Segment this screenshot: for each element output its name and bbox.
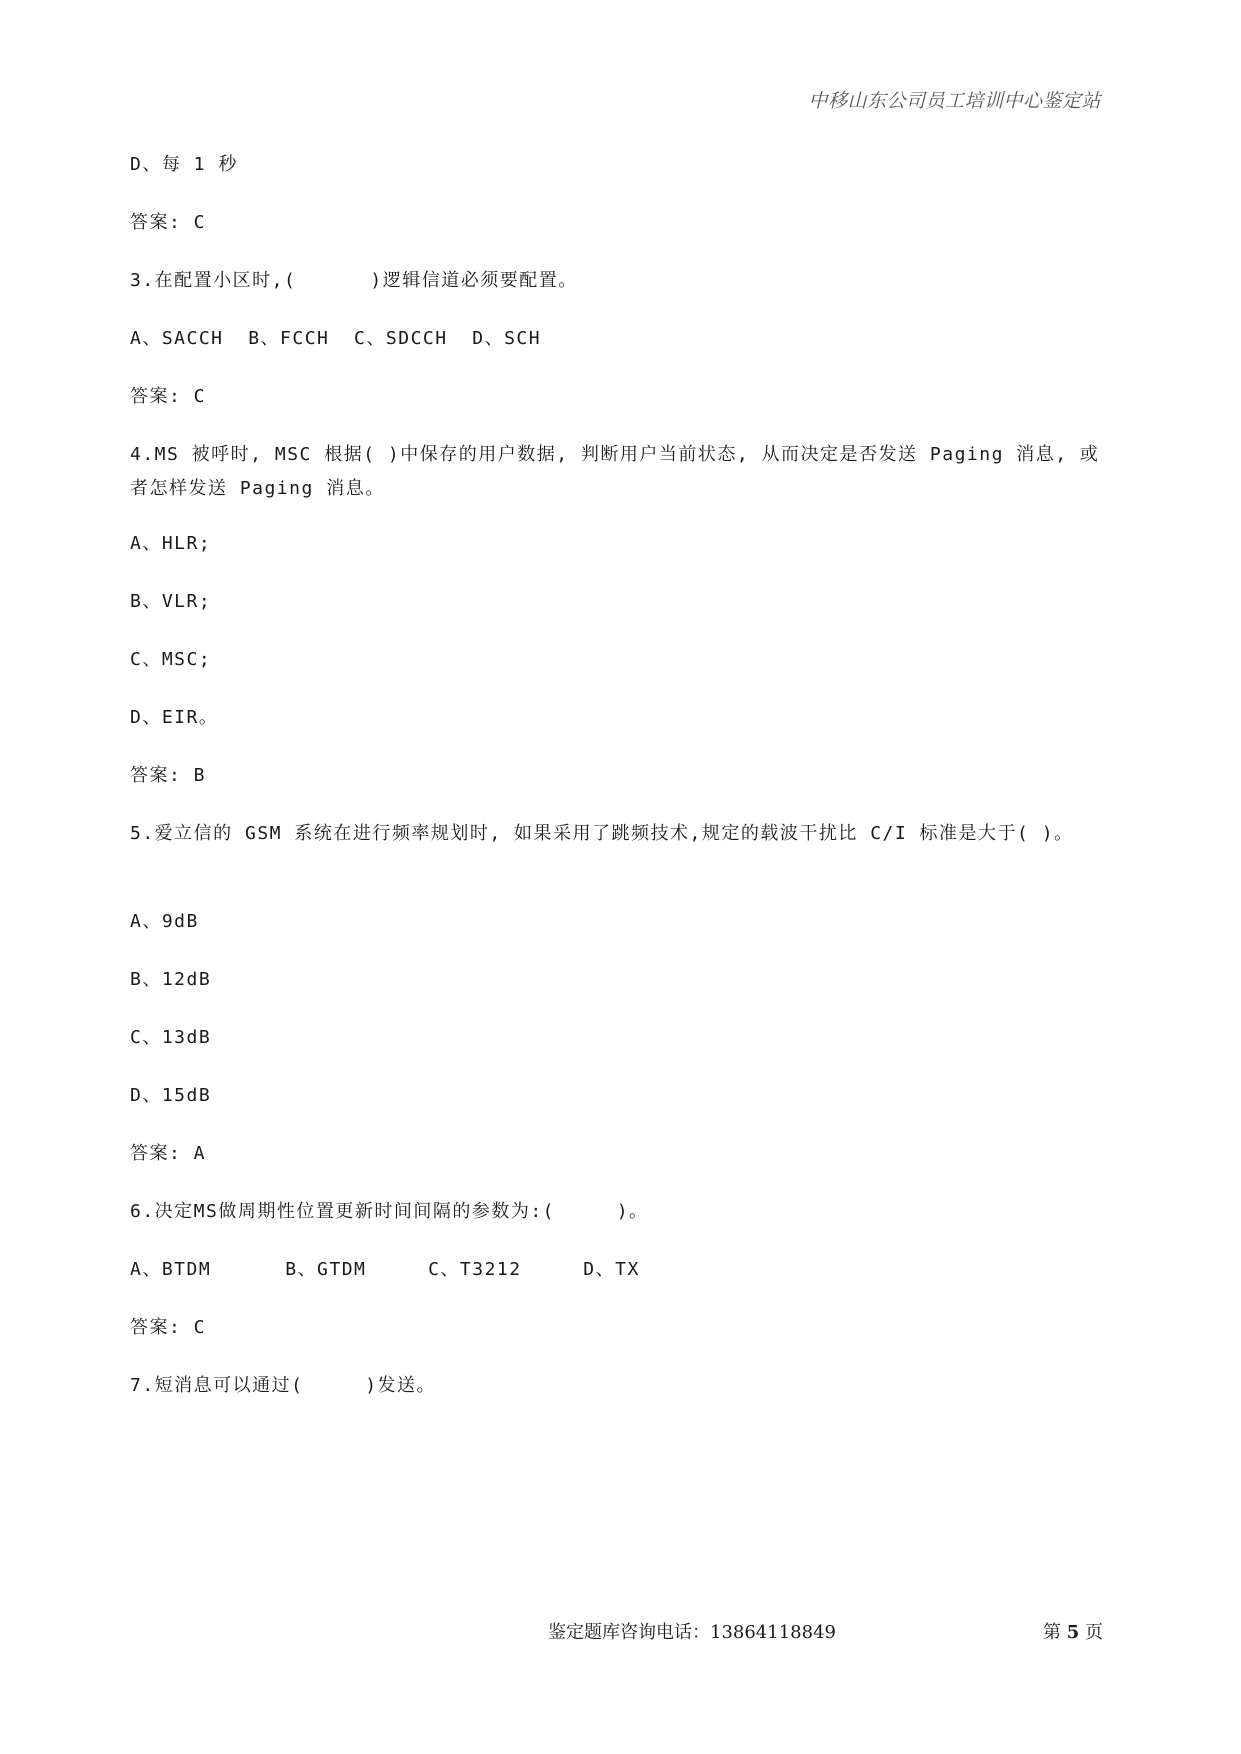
q3-options: A、SACCH B、FCCH C、SDCCH D、SCH: [130, 328, 542, 349]
page-suffix: 页: [1085, 1622, 1103, 1643]
q3-question: 3.在配置小区时,( )逻辑信道必须要配置。: [130, 270, 578, 291]
q2-option-d: D、每 1 秒: [130, 154, 238, 175]
q6-question: 6.决定MS做周期性位置更新时间间隔的参数为:( )。: [130, 1201, 649, 1222]
q6-answer: 答案: C: [130, 1317, 207, 1338]
q5-option-d: D、15dB: [130, 1085, 212, 1106]
q7-question: 7.短消息可以通过( )发送。: [130, 1375, 437, 1396]
q5-answer: 答案: A: [130, 1143, 207, 1164]
q4-option-c: C、MSC;: [130, 649, 212, 670]
q4-option-b: B、VLR;: [130, 591, 212, 612]
footer-phone: 鉴定题库咨询电话：13864118849: [548, 1622, 836, 1643]
q4-option-a: A、HLR;: [130, 533, 212, 554]
q5-option-b: B、12dB: [130, 969, 212, 990]
q5-question: 5.爱立信的 GSM 系统在进行频率规划时, 如果采用了跳频技术,规定的载波干扰比 C/I 标准是大于( )。: [130, 823, 1074, 844]
q4-option-d: D、EIR。: [130, 707, 219, 728]
q4-answer: 答案: B: [130, 765, 207, 786]
q5-option-c: C、13dB: [130, 1027, 212, 1048]
q6-options: A、BTDM B、GTDM C、T3212 D、TX: [130, 1259, 640, 1280]
q2-answer: 答案: C: [130, 212, 207, 233]
page-prefix: 第: [1043, 1622, 1061, 1643]
q5-option-a: A、9dB: [130, 911, 199, 932]
page-number-value: 5: [1066, 1622, 1080, 1643]
q3-answer: 答案: C: [130, 386, 207, 407]
page-number: [1043, 1618, 1103, 1644]
q4-question: 4.MS 被呼时, MSC 根据( )中保存的用户数据, 判断用户当前状态, 从而决定是否发送 Paging 消息, 或者怎样发送 Paging 消息。: [130, 444, 1100, 499]
header-title: 中移山东公司员工培训中心鉴定站: [808, 90, 1101, 112]
